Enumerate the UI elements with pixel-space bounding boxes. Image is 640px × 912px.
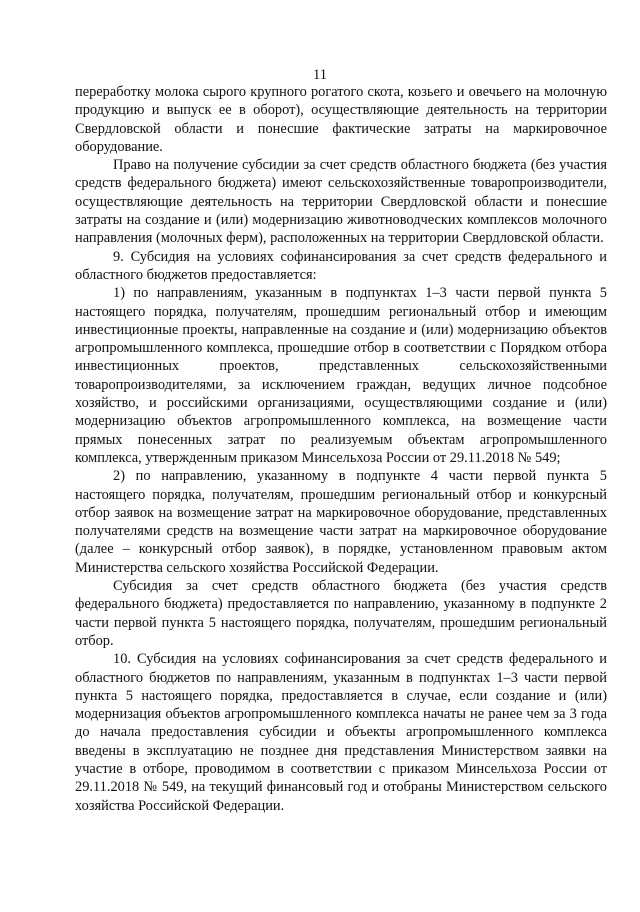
paragraph-item-9: 9. Субсидия на условиях софинансирования за счет средств федерального и областного бюджетов предоставляется: — [75, 248, 607, 283]
paragraph-item-9-2: 2) по направлению, указанному в подпункте 4 части первой пункта 5 настоящего порядка, получателям, прошедшим региональный отбор и конкурсный отбор заявок на возмещение затрат на маркировочное оборудование, представленных получателями средств на возмещение части затрат на маркировочное оборудование (далее – конкурсный отбор заявок), в порядке, установленном правовым актом Министерства сельского хозяйства Российской Федерации. — [75, 468, 607, 576]
paragraph-item-10: 10. Субсидия на условиях софинансирования за счет средств федерального и областного бюджетов по направлениям, указанным в подпунктах 1–3 части первой пункта 5 настоящего порядка, предоставляется в случае, если создание и (или) модернизация объектов агропромышленного комплекса начаты не ранее чем за 3 года до начала предоставления субсидии и объекты агропромышленного комплекса введены в эксплуатацию не позднее дня представления Министерством заявки на участие в отборе, проводимом в соответствии с приказом Минсельхоза России от 29.11.2018 № 549, на текущий финансовый год и отобраны Министерством сельского хозяйства Российской Федерации. — [75, 651, 607, 814]
paragraph-right-to-subsidy: Право на получение субсидии за счет средств областного бюджета (без участия средств федерального бюджета) имеют сельскохозяйственные товаропроизводители, осуществляющие деятельность на территории Свердловской области и понесшие затраты на создание и (или) модернизацию животноводческих комплексов молочного направления (молочных ферм), расположенных на территории Свердловской области. — [75, 157, 607, 247]
paragraph-regional-budget-subsidy: Субсидия за счет средств областного бюджета (без участия средств федерального бюджета) предоставляется по направлению, указанному в подпункте 2 части первой пункта 5 настоящего порядка, получателям, прошедшим региональный отбор. — [75, 578, 607, 649]
body-text — [75, 83, 607, 815]
page-number: 11 — [313, 67, 327, 83]
paragraph-continuation: переработку молока сырого крупного рогатого скота, козьего и овечьего на молочную продукцию и выпуск ее в оборот), осуществляющие деятельность на территории Свердловской области и понесшие фактические затраты на маркировочное оборудование. — [75, 84, 607, 155]
paragraph-item-9-1: 1) по направлениям, указанным в подпунктах 1–3 части первой пункта 5 настоящего порядка, получателям, прошедшим региональный отбор и имеющим инвестиционные проекты, направленные на создание и (или) модернизацию объектов агропромышленного комплекса, прошедшие отбор в соответствии с Порядком отбора инвестиционных проектов, представленных сельскохозяйственными товаропроизводителями, за исключением граждан, ведущих личное подсобное хозяйство, и российскими организациями, осуществляющими создание и (или) модернизацию объектов агропромышленного комплекса, на возмещение части прямых понесенных затрат по реализуемым объектам агропромышленного комплекса, утвержденным приказом Минсельхоза России от 29.11.2018 № 549; — [75, 285, 607, 466]
